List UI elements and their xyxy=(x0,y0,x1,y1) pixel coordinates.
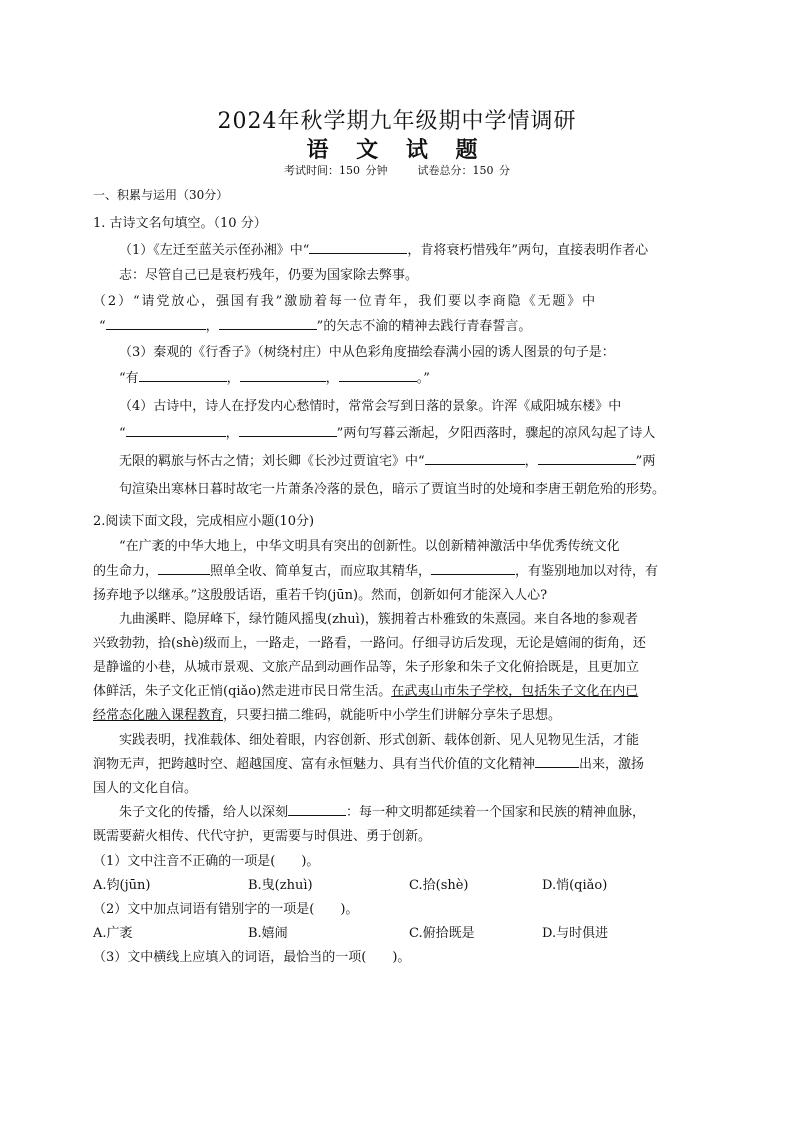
passage-p2-line1: 九曲溪畔、隐屏峰下，绿竹随风摇曳(zhuì)，簇拥着古朴雅致的朱熹园。来自各地的参观者 xyxy=(119,612,638,627)
q1-item4-line2: “ ， ”两句写暮云渐起，夕阳西落时，骤起的凉风勾起了诗人 xyxy=(119,422,655,441)
underlined-sentence: 在武夷山市朱子学校，包括朱子文化在内已 xyxy=(391,684,639,699)
question-2-title: 2.阅读下面文段，完成相应小题(10分) xyxy=(93,514,315,529)
sub-question-2: （2）文中加点词语有错别字的一项是( )。 xyxy=(93,902,359,917)
answer-blank xyxy=(158,561,210,575)
passage-p3-line1: 实践表明，找准载体、细处着眼，内容创新、形式创新、载体创新、见人见物见生活，才能 xyxy=(119,733,640,748)
answer-blank xyxy=(339,368,417,382)
sub-question-2-option-d: D.与时俱进 xyxy=(542,926,609,941)
answer-blank xyxy=(240,368,326,382)
q1-item2-line1: （2）“请党放心，强国有我”激励着每一位青年，我们要以李商隐《无题》中 xyxy=(93,294,598,309)
passage-p4-line2: 既需要薪火相传、代代守护，更需要与时俱进、勇于创新。 xyxy=(93,829,432,844)
q1-item1-line2: 志：尽管自己已是衰朽残年，仍要为国家除去弊事。 xyxy=(119,268,419,283)
sub-question-1: （1）文中注音不正确的一项是( )。 xyxy=(93,854,320,869)
answer-blank xyxy=(126,423,226,437)
sub-question-3: （3）文中横线上应填入的词语，最恰当的一项( )。 xyxy=(93,950,411,965)
answer-blank xyxy=(106,316,206,330)
passage-p3-line2: 润物无声，把跨越时空、超越国度、富有永恒魅力、具有当代价值的文化精神 出来，激扬 xyxy=(93,753,644,772)
sub-question-1-option-d: D.悄(qiǎo) xyxy=(542,878,608,893)
passage-p2-line2: 兴致勃勃，拾(shè)级而上，一路走，一路看，一路问。仔细寻访后发现，无论是嬉闹的街角，还 xyxy=(93,636,646,651)
passage-p2-line4: 体鲜活，朱子文化正悄(qiǎo)然走进市民日常生活。在武夷山市朱子学校，包括朱子文化在内已 xyxy=(93,684,639,699)
passage-p2-line5: 经常态化融入课程教育，只要扫描二维码，就能听中小学生们讲解分享朱子思想。 xyxy=(93,708,562,723)
q1-item2-line2: “ ， ”的矢志不渝的精神去践行青春誓言。 xyxy=(99,315,531,334)
answer-blank xyxy=(139,368,227,382)
answer-blank xyxy=(309,240,407,254)
q1-item1-line1: （1）《左迁至蓝关示侄孙湘》中“ ，肯将衰朽惜残年”两句，直接表明作者心 xyxy=(119,239,648,258)
sub-question-2-option-c: C.俯拾既是 xyxy=(409,926,475,941)
sub-question-2-option-b: B.嬉闹 xyxy=(248,926,288,941)
q1-item3-line1: （3）秦观的《行香子》（树绕村庄）中从色彩角度描绘春满小园的诱人图景的句子是： xyxy=(119,345,615,360)
answer-blank xyxy=(239,423,337,437)
passage-p1-line3: 扬弃地予以继承。”这殷殷话语，重若千钧(jūn)。然而，创新如何才能深入人心? xyxy=(93,588,548,603)
sub-question-2-option-a: A.广袤 xyxy=(93,926,133,941)
section-heading: 一、积累与运用（30分） xyxy=(93,188,229,202)
exam-subject-title: 语 文 试 题 xyxy=(306,137,488,163)
answer-blank xyxy=(288,802,346,816)
passage-p1-line1: “在广袤的中华大地上，中华文明具有突出的创新性。以创新精神激活中华优秀传统文化 xyxy=(119,539,620,554)
sub-question-1-option-b: B.曳(zhuì) xyxy=(248,878,313,893)
passage-p3-line3: 国人的文化自信。 xyxy=(93,781,198,796)
q1-item4-line1: （4）古诗中，诗人在抒发内心愁情时，常常会写到日落的景象。许浑《咸阳城东楼》中 xyxy=(119,399,622,414)
q1-item4-line4: 句渲染出寒林日暮时故宅一片萧条冷落的景色，暗示了贾谊当时的处境和李唐王朝危殆的形势。 xyxy=(119,482,666,497)
answer-blank xyxy=(431,561,515,575)
q1-item4-line3: 无限的羁旅与怀古之情；刘长卿《长沙过贾谊宅》中“ ， ”两 xyxy=(119,450,655,469)
exam-total-score: 试卷总分：150 分 xyxy=(417,164,510,177)
question-1-title: 1. 古诗文名句填空。（10 分） xyxy=(93,216,267,231)
underlined-sentence: 经常态化融入课程教育 xyxy=(93,708,224,723)
exam-time: 考试时间：150 分钟 xyxy=(284,164,388,177)
q1-item3-line2: “有 ， ， 。” xyxy=(119,367,430,386)
sub-question-1-option-a: A.钧(jūn) xyxy=(93,878,151,893)
exam-title: 2024年秋学期九年级期中学情调研 xyxy=(217,109,577,134)
passage-p1-line2: 的生命力， 照单全收、简单复古，而应取其精华， ，有鉴别地加以对待，有 xyxy=(93,560,658,579)
passage-p4-line1: 朱子文化的传播，给人以深刻 ：每一种文明都延续着一个国家和民族的精神血脉， xyxy=(119,801,645,820)
answer-blank xyxy=(535,754,579,768)
exam-meta xyxy=(0,162,794,178)
sub-question-1-option-c: C.拾(shè) xyxy=(409,878,469,893)
answer-blank xyxy=(425,451,525,465)
answer-blank xyxy=(219,316,317,330)
passage-p2-line3: 是静谧的小巷，从城市景观、文旅产品到动画作品等，朱子形象和朱子文化俯拾既是，且更加立 xyxy=(93,660,640,675)
answer-blank xyxy=(538,451,636,465)
